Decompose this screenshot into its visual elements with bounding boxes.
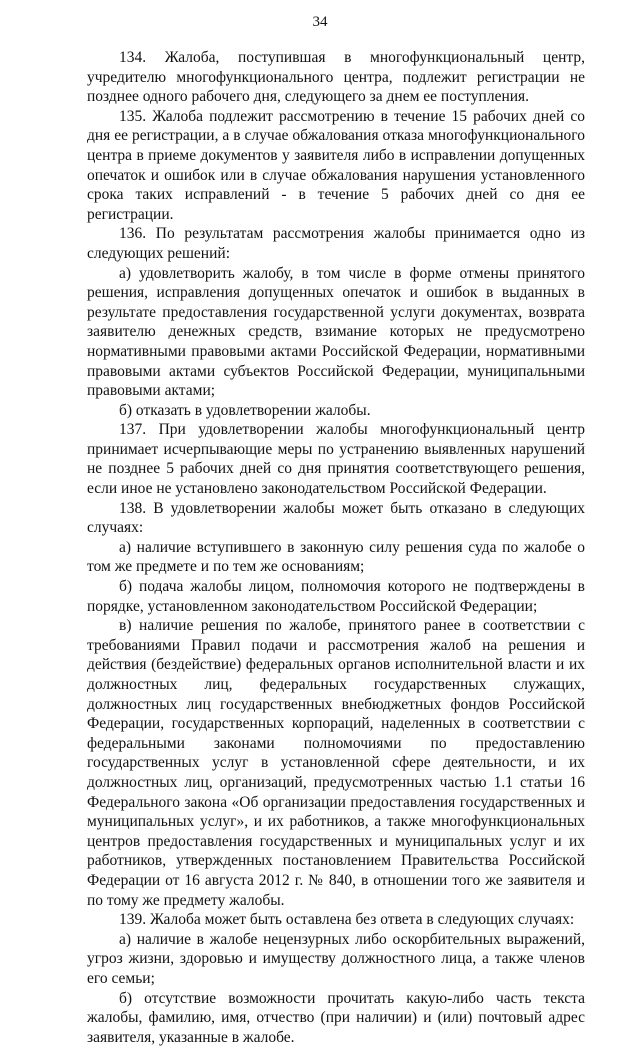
paragraph-136: 136. По результатам рассмотрения жалобы принимается одно из следующих решений: xyxy=(87,224,585,263)
paragraph-139-a: а) наличие в жалобе нецензурных либо оскорбительных выражений, угроз жизни, здоровью и имуществу должностного лица, а также членов его семьи; xyxy=(87,930,585,989)
paragraph-138-a: а) наличие вступившего в законную силу решения суда по жалобе о том же предмете и по тем же основаниям; xyxy=(87,538,585,577)
paragraph-138: 138. В удовлетворении жалобы может быть отказано в следующих случаях: xyxy=(87,499,585,538)
paragraph-139-b: б) отсутствие возможности прочитать какую-либо часть текста жалобы, фамилию, имя, отчество (при наличии) и (или) почтовый адрес заявителя, указанные в жалобе. xyxy=(87,989,585,1047)
paragraph-138-v: в) наличие решения по жалобе, принятого ранее в соответствии с требованиями Правил подачи и рассмотрения жалоб на решения и действия (бездействие) федеральных органов исполнительной власти и их должностных лиц, федеральных государственных служащих, должностных лиц государственных внебюджетных фондов Российской Федерации, государственных корпораций, наделенных в соответствии с федеральными законами полномочиями по предоставлению государственных услуг в установленной сфере деятельности, и их должностных лиц, организаций, предусмотренных частью 1.1 статьи 16 Федерального закона «Об организации предоставления государственных и муниципальных услуг», и их работников, а также многофункциональных центров предоставления государственных и муниципальных услуг и их работников, утвержденных постановлением Правительства Российской Федерации от 16 августа 2012 г. № 840, в отношении того же заявителя и по тому же предмету жалобы. xyxy=(87,616,585,910)
paragraph-136-a: а) удовлетворить жалобу, в том числе в форме отмены принятого решения, исправления допущенных опечаток и ошибок в выданных в результате предоставления государственной услуги документах, возврата заявителю денежных средств, взимание которых не предусмотрено нормативными правовыми актами Российской Федерации, нормативными правовыми актами субъектов Российской Федерации, муниципальными правовыми актами; xyxy=(87,264,585,401)
paragraph-139: 139. Жалоба может быть оставлена без ответа в следующих случаях: xyxy=(87,910,585,930)
page-number: 34 xyxy=(0,14,640,31)
paragraph-137: 137. При удовлетворении жалобы многофункциональный центр принимает исчерпывающие меры по устранению выявленных нарушений не позднее 5 рабочих дней со дня принятия соответствующего решения, если иное не установлено законодательством Российской Федерации. xyxy=(87,420,585,498)
document-body xyxy=(87,48,585,1047)
paragraph-134: 134. Жалоба, поступившая в многофункциональный центр, учредителю многофункционального центра, подлежит регистрации не позднее одного рабочего дня, следующего за днем ее поступления. xyxy=(87,48,585,107)
paragraph-135: 135. Жалоба подлежит рассмотрению в течение 15 рабочих дней со дня ее регистрации, а в случае обжалования отказа многофункционального центра в приеме документов у заявителя либо в исправлении допущенных опечаток и ошибок или в случае обжалования нарушения установленного срока таких исправлений - в течение 5 рабочих дней со дня ее регистрации. xyxy=(87,107,585,225)
paragraph-138-b: б) подача жалобы лицом, полномочия которого не подтверждены в порядке, установленном законодательством Российской Федерации; xyxy=(87,577,585,616)
paragraph-136-b: б) отказать в удовлетворении жалобы. xyxy=(87,401,585,421)
